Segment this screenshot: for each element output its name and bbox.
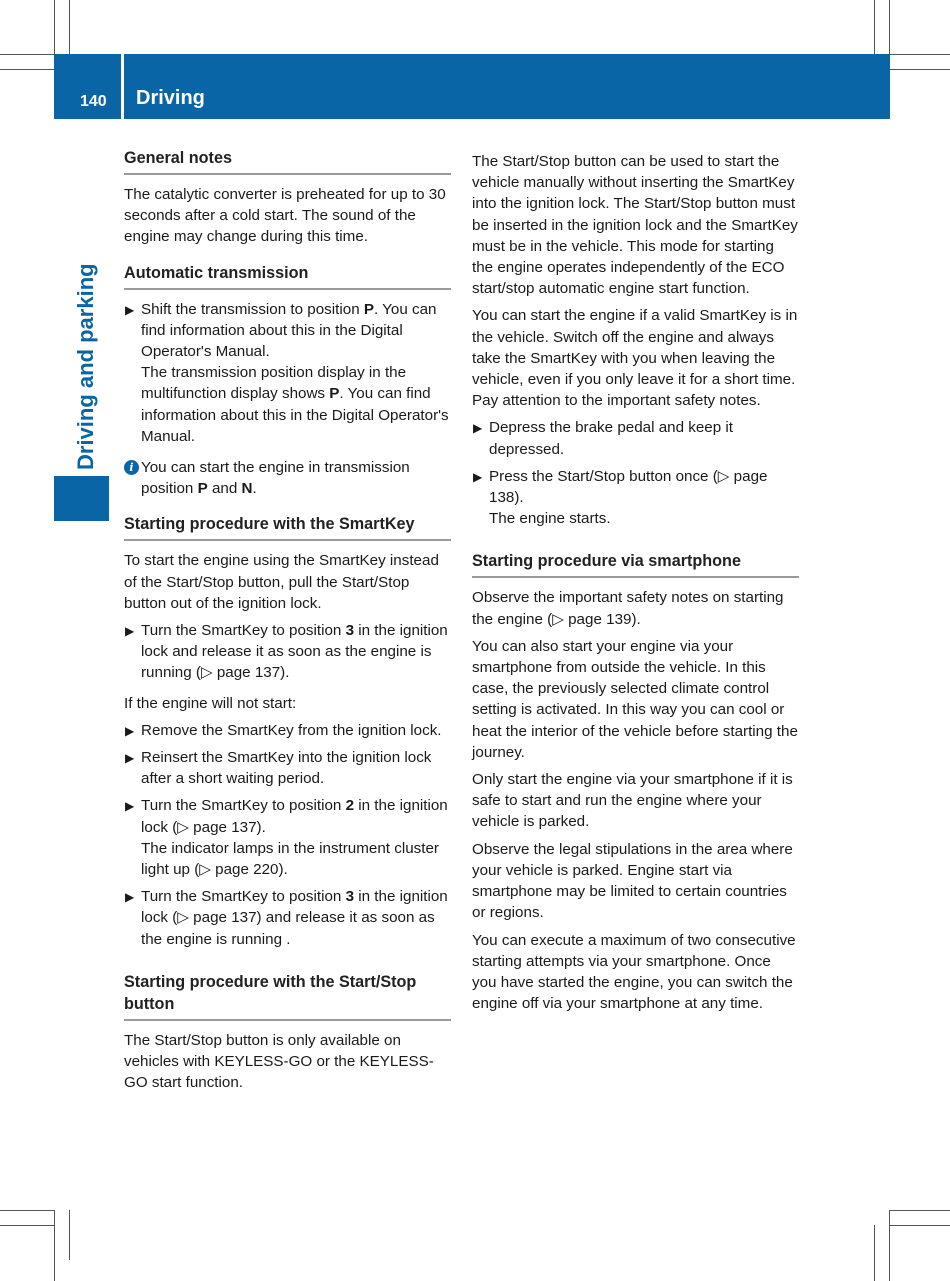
bullet-arrow-icon: ▶ bbox=[125, 624, 135, 639]
page-number: 140 bbox=[80, 93, 107, 110]
crop-mark bbox=[890, 69, 950, 70]
crop-mark bbox=[54, 1210, 55, 1281]
smartphone-legal: Observe the legal stipulations in the area where your vehicle is parked. Engine start via smartphone may be limited to certain countries or regions. bbox=[472, 840, 793, 922]
list-item: ▶ Turn the SmartKey to position 3 in the ignition lock and release it as soon as the engine is running (▷ page 137). bbox=[125, 622, 448, 682]
left-column bbox=[124, 147, 451, 1100]
bullet-arrow-icon: ▶ bbox=[125, 751, 135, 766]
general-notes-text: The catalytic converter is preheated for up to 30 seconds after a cold start. The sound of the engine may change during this time. bbox=[124, 186, 446, 246]
heading-start-stop-button: Starting procedure with the Start/Stop button bbox=[124, 971, 451, 1021]
crop-mark bbox=[889, 0, 890, 54]
crop-mark bbox=[889, 1210, 890, 1281]
crop-mark bbox=[890, 1225, 950, 1226]
heading-smartkey: Starting procedure with the SmartKey bbox=[124, 513, 451, 541]
crop-mark bbox=[69, 1210, 70, 1260]
bullet-arrow-icon: ▶ bbox=[125, 799, 135, 814]
chapter-marker-block bbox=[54, 476, 109, 521]
header-divider bbox=[121, 54, 124, 119]
heading-general-notes: General notes bbox=[124, 147, 451, 175]
crop-mark bbox=[890, 1210, 950, 1211]
bullet-arrow-icon: ▶ bbox=[473, 421, 483, 436]
smartphone-remote-start: You can also start your engine via your smartphone from outside the vehicle. In this case, the previously selected climate control setting is activated. In this way you can cool or heat the interior of the vehicle before starting the journey. bbox=[472, 637, 798, 761]
crop-mark bbox=[0, 1210, 54, 1211]
valid-smartkey-note: You can start the engine if a valid SmartKey is in the vehicle. Switch off the engine and always take the SmartKey with you when leaving the vehicle, even if you only leave it for a short time. Pay attention to the important safety notes. bbox=[472, 307, 798, 410]
list-item: ▶ Shift the transmission to position P. You can find information about this in the Digital Operator's Manual. The transmission position display in the multifunction display shows P. You can find information about this in the Digital Operator's Manual. bbox=[125, 300, 449, 445]
list-item: ▶ Turn the SmartKey to position 3 in the ignition lock (▷ page 137) and release it as soon as the engine is running . bbox=[125, 888, 448, 948]
crop-mark bbox=[890, 54, 950, 55]
list-item: ▶ Turn the SmartKey to position 2 in the ignition lock (▷ page 137). The indicator lamps in the instrument cluster light up (▷ page 220). bbox=[125, 797, 448, 879]
crop-mark bbox=[0, 69, 54, 70]
list-item: ▶ Depress the brake pedal and keep it depressed. bbox=[473, 419, 734, 458]
bullet-arrow-icon: ▶ bbox=[125, 302, 135, 317]
info-note: i You can start the engine in transmission position P and N. bbox=[124, 457, 451, 499]
heading-automatic-transmission: Automatic transmission bbox=[124, 262, 451, 290]
smartkey-intro: To start the engine using the SmartKey instead of the Start/Stop button, pull the Start/Stop button out of the ignition lock. bbox=[124, 552, 439, 612]
start-stop-description: The Start/Stop button can be used to start the vehicle manually without inserting the SmartKey into the ignition lock. The Start/Stop button must be inserted in the ignition lock and the SmartKey must be in the vehicle. This mode for starting the engine operates independently of the ECO start/stop automatic engine start function. bbox=[472, 153, 798, 298]
bullet-arrow-icon: ▶ bbox=[125, 890, 135, 905]
crop-mark bbox=[0, 54, 54, 55]
right-column bbox=[472, 151, 799, 1020]
crop-mark bbox=[874, 1225, 875, 1281]
info-icon: i bbox=[124, 460, 139, 475]
list-item: ▶ Reinsert the SmartKey into the ignition lock after a short waiting period. bbox=[125, 749, 432, 788]
smartphone-safe-start: Only start the engine via your smartphone if it is safe to start and run the engine where your vehicle is parked. bbox=[472, 771, 793, 831]
crop-mark bbox=[54, 0, 55, 54]
crop-mark bbox=[0, 1225, 54, 1226]
list-item: ▶ Press the Start/Stop button once (▷ page 138). The engine starts. bbox=[473, 467, 768, 528]
crop-mark bbox=[874, 0, 875, 54]
if-engine-not-start: If the engine will not start: bbox=[124, 694, 297, 712]
start-stop-text: The Start/Stop button is only available on vehicles with KEYLESS-GO or the KEYLESS-GO start function. bbox=[124, 1031, 434, 1092]
smartphone-safety: Observe the important safety notes on starting the engine (▷ page 139). bbox=[472, 589, 784, 628]
crop-mark bbox=[69, 0, 70, 54]
chapter-side-tab: Driving and parking bbox=[73, 263, 98, 470]
list-item: ▶ Remove the SmartKey from the ignition lock. bbox=[124, 720, 451, 741]
bullet-arrow-icon: ▶ bbox=[473, 469, 483, 484]
smartphone-attempts: You can execute a maximum of two consecutive starting attempts via your smartphone. Once you have started the engine, you can switch the engine off via your smartphone at any time. bbox=[472, 931, 796, 1013]
section-title: Driving bbox=[136, 87, 205, 109]
bullet-arrow-icon: ▶ bbox=[125, 723, 135, 738]
heading-smartphone: Starting procedure via smartphone bbox=[472, 550, 799, 578]
